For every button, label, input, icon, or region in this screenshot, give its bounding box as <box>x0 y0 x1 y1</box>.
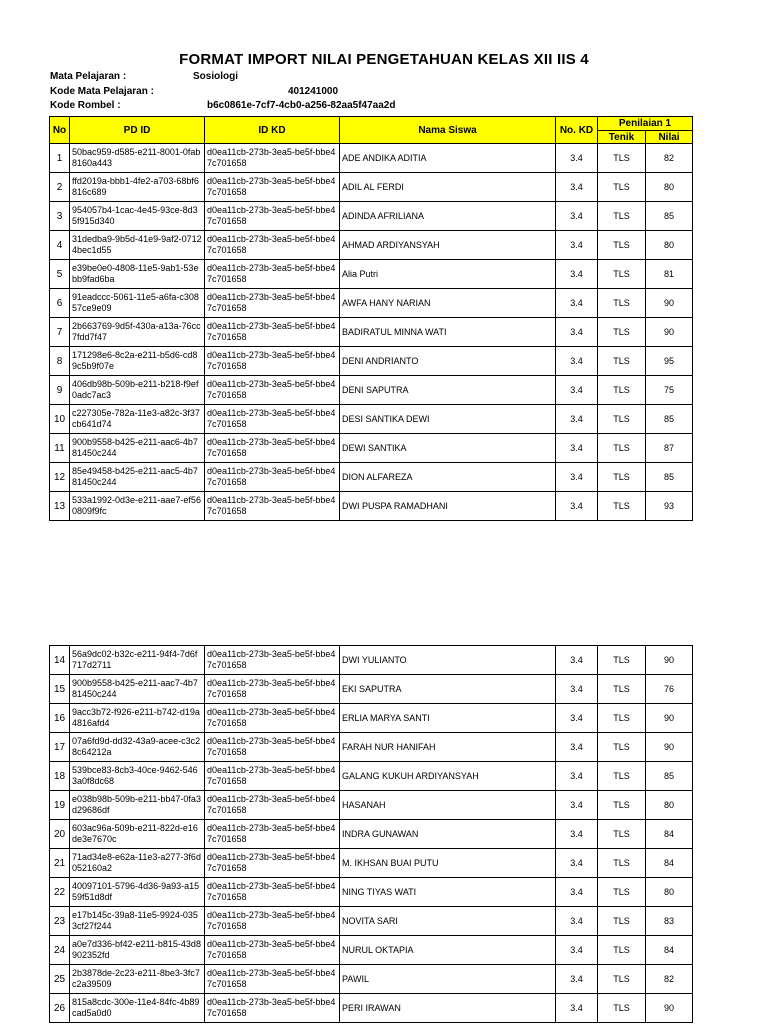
table-row <box>50 434 693 463</box>
document-title: FORMAT IMPORT NILAI PENGETAHUAN KELAS XII IIS 4 <box>179 51 589 68</box>
table-row <box>50 936 693 965</box>
nilai-cell: 84 <box>646 820 693 849</box>
nama-siswa-cell: PAWIL <box>340 965 556 994</box>
no-kd-cell: 3.4 <box>556 849 598 878</box>
pd-id-cell: a0e7d336-bf42-e211-b815-43d8902352fd <box>70 936 205 965</box>
id-kd-cell: d0ea11cb-273b-3ea5-be5f-bbe47c701658 <box>205 492 340 521</box>
id-kd-cell: d0ea11cb-273b-3ea5-be5f-bbe47c701658 <box>205 463 340 492</box>
nama-siswa-cell: PERI IRAWAN <box>340 994 556 1023</box>
teknik-cell: TLS <box>598 260 646 289</box>
nama-siswa-cell: ERLIA MARYA SANTI <box>340 704 556 733</box>
nilai-cell: 90 <box>646 994 693 1023</box>
nilai-cell: 76 <box>646 675 693 704</box>
nama-siswa-cell: ADE ANDIKA ADITIA <box>340 144 556 173</box>
kode-rombel-value: b6c0861e-7cf7-4cb0-a256-82aa5f47aa2d <box>207 100 396 111</box>
nama-siswa-cell: DWI YULIANTO <box>340 646 556 675</box>
nama-siswa-cell: AHMAD ARDIYANSYAH <box>340 231 556 260</box>
nilai-cell: 87 <box>646 434 693 463</box>
nilai-cell: 90 <box>646 646 693 675</box>
nilai-cell: 82 <box>646 144 693 173</box>
table-row <box>50 733 693 762</box>
id-kd-cell: d0ea11cb-273b-3ea5-be5f-bbe47c701658 <box>205 675 340 704</box>
row-number: 5 <box>50 260 70 289</box>
pd-id-cell: 91eadccc-5061-11e5-a6fa-c30857ce9e09 <box>70 289 205 318</box>
nilai-cell: 80 <box>646 791 693 820</box>
nama-siswa-cell: DENI ANDRIANTO <box>340 347 556 376</box>
row-number: 21 <box>50 849 70 878</box>
teknik-cell: TLS <box>598 463 646 492</box>
nama-siswa-cell: DION ALFAREZA <box>340 463 556 492</box>
nilai-cell: 75 <box>646 376 693 405</box>
teknik-cell: TLS <box>598 820 646 849</box>
pd-id-cell: 71ad34e8-e62a-11e3-a277-3f6d052160a2 <box>70 849 205 878</box>
pd-id-cell: 85e49458-b425-e211-aac5-4b781450c244 <box>70 463 205 492</box>
table-row <box>50 405 693 434</box>
no-kd-cell: 3.4 <box>556 347 598 376</box>
table-row <box>50 376 693 405</box>
nilai-cell: 80 <box>646 231 693 260</box>
nama-siswa-cell: INDRA GUNAWAN <box>340 820 556 849</box>
row-number: 18 <box>50 762 70 791</box>
pd-id-cell: e39be0e0-4808-11e5-9ab1-53ebb9fad6ba <box>70 260 205 289</box>
id-kd-cell: d0ea11cb-273b-3ea5-be5f-bbe47c701658 <box>205 936 340 965</box>
kode-mapel-label: Kode Mata Pelajaran : <box>50 86 154 97</box>
nama-siswa-cell: M. IKHSAN BUAI PUTU <box>340 849 556 878</box>
nama-siswa-cell: NING TIYAS WATI <box>340 878 556 907</box>
id-kd-cell: d0ea11cb-273b-3ea5-be5f-bbe47c701658 <box>205 994 340 1023</box>
no-kd-cell: 3.4 <box>556 289 598 318</box>
nama-siswa-cell: NURUL OKTAPIA <box>340 936 556 965</box>
teknik-cell: TLS <box>598 994 646 1023</box>
table-row <box>50 704 693 733</box>
nama-siswa-cell: DESI SANTIKA DEWI <box>340 405 556 434</box>
no-kd-cell: 3.4 <box>556 791 598 820</box>
teknik-cell: TLS <box>598 849 646 878</box>
table-row <box>50 173 693 202</box>
no-kd-cell: 3.4 <box>556 173 598 202</box>
nilai-cell: 95 <box>646 347 693 376</box>
pd-id-cell: 31dedba9-9b5d-41e9-9af2-07124bec1d55 <box>70 231 205 260</box>
id-kd-cell: d0ea11cb-273b-3ea5-be5f-bbe47c701658 <box>205 965 340 994</box>
teknik-cell: TLS <box>598 173 646 202</box>
nilai-cell: 80 <box>646 173 693 202</box>
nilai-cell: 85 <box>646 202 693 231</box>
id-kd-cell: d0ea11cb-273b-3ea5-be5f-bbe47c701658 <box>205 144 340 173</box>
no-kd-cell: 3.4 <box>556 675 598 704</box>
pd-id-cell: e17b145c-39a8-11e5-9924-0353cf27f244 <box>70 907 205 936</box>
teknik-cell: TLS <box>598 405 646 434</box>
no-kd-cell: 3.4 <box>556 463 598 492</box>
teknik-cell: TLS <box>598 347 646 376</box>
nama-siswa-cell: ADINDA AFRILIANA <box>340 202 556 231</box>
row-number: 9 <box>50 376 70 405</box>
teknik-cell: TLS <box>598 144 646 173</box>
id-kd-cell: d0ea11cb-273b-3ea5-be5f-bbe47c701658 <box>205 878 340 907</box>
teknik-cell: TLS <box>598 492 646 521</box>
id-kd-cell: d0ea11cb-273b-3ea5-be5f-bbe47c701658 <box>205 202 340 231</box>
table-row <box>50 231 693 260</box>
header-teknik: Tenik <box>598 131 646 144</box>
teknik-cell: TLS <box>598 907 646 936</box>
row-number: 7 <box>50 318 70 347</box>
no-kd-cell: 3.4 <box>556 231 598 260</box>
nilai-cell: 80 <box>646 878 693 907</box>
teknik-cell: TLS <box>598 434 646 463</box>
no-kd-cell: 3.4 <box>556 318 598 347</box>
pd-id-cell: 954057b4-1cac-4e45-93ce-8d35f915d340 <box>70 202 205 231</box>
table-row <box>50 675 693 704</box>
teknik-cell: TLS <box>598 791 646 820</box>
id-kd-cell: d0ea11cb-273b-3ea5-be5f-bbe47c701658 <box>205 347 340 376</box>
nama-siswa-cell: BADIRATUL MINNA WATI <box>340 318 556 347</box>
table-row <box>50 289 693 318</box>
row-number: 1 <box>50 144 70 173</box>
row-number: 24 <box>50 936 70 965</box>
nilai-cell: 85 <box>646 463 693 492</box>
nilai-cell: 90 <box>646 704 693 733</box>
id-kd-cell: d0ea11cb-273b-3ea5-be5f-bbe47c701658 <box>205 260 340 289</box>
table-row <box>50 260 693 289</box>
teknik-cell: TLS <box>598 376 646 405</box>
header-penilaian: Penilaian 1 <box>598 117 693 131</box>
row-number: 14 <box>50 646 70 675</box>
nilai-cell: 82 <box>646 965 693 994</box>
row-number: 17 <box>50 733 70 762</box>
id-kd-cell: d0ea11cb-273b-3ea5-be5f-bbe47c701658 <box>205 791 340 820</box>
table-row <box>50 878 693 907</box>
table-row <box>50 492 693 521</box>
id-kd-cell: d0ea11cb-273b-3ea5-be5f-bbe47c701658 <box>205 646 340 675</box>
teknik-cell: TLS <box>598 704 646 733</box>
id-kd-cell: d0ea11cb-273b-3ea5-be5f-bbe47c701658 <box>205 376 340 405</box>
row-number: 22 <box>50 878 70 907</box>
pd-id-cell: 2b663769-9d5f-430a-a13a-76cc7fdd7f47 <box>70 318 205 347</box>
row-number: 15 <box>50 675 70 704</box>
pd-id-cell: 406db98b-509b-e211-b218-f9ef0adc7ac3 <box>70 376 205 405</box>
no-kd-cell: 3.4 <box>556 907 598 936</box>
table-row <box>50 318 693 347</box>
nilai-cell: 85 <box>646 762 693 791</box>
pd-id-cell: 07a6fd9d-dd32-43a9-acee-c3c28c64212a <box>70 733 205 762</box>
table-row <box>50 463 693 492</box>
nilai-cell: 83 <box>646 907 693 936</box>
pd-id-cell: 533a1992-0d3e-e211-aae7-ef560809f9fc <box>70 492 205 521</box>
no-kd-cell: 3.4 <box>556 762 598 791</box>
nilai-cell: 90 <box>646 318 693 347</box>
header-id-kd: ID KD <box>205 117 340 144</box>
id-kd-cell: d0ea11cb-273b-3ea5-be5f-bbe47c701658 <box>205 733 340 762</box>
teknik-cell: TLS <box>598 675 646 704</box>
row-number: 10 <box>50 405 70 434</box>
nama-siswa-cell: AWFA HANY NARIAN <box>340 289 556 318</box>
nama-siswa-cell: Alia Putri <box>340 260 556 289</box>
no-kd-cell: 3.4 <box>556 405 598 434</box>
nilai-cell: 81 <box>646 260 693 289</box>
mapel-value: Sosiologi <box>193 71 238 82</box>
table-body-page-1 <box>50 144 693 521</box>
table-row <box>50 907 693 936</box>
nama-siswa-cell: GALANG KUKUH ARDIYANSYAH <box>340 762 556 791</box>
no-kd-cell: 3.4 <box>556 994 598 1023</box>
id-kd-cell: d0ea11cb-273b-3ea5-be5f-bbe47c701658 <box>205 318 340 347</box>
row-number: 26 <box>50 994 70 1023</box>
header-nilai: Nilai <box>646 131 693 144</box>
teknik-cell: TLS <box>598 762 646 791</box>
row-number: 2 <box>50 173 70 202</box>
no-kd-cell: 3.4 <box>556 704 598 733</box>
table-body-page-2 <box>50 646 693 1023</box>
row-number: 20 <box>50 820 70 849</box>
teknik-cell: TLS <box>598 646 646 675</box>
table-row <box>50 994 693 1023</box>
nilai-cell: 84 <box>646 849 693 878</box>
no-kd-cell: 3.4 <box>556 646 598 675</box>
teknik-cell: TLS <box>598 289 646 318</box>
nama-siswa-cell: HASANAH <box>340 791 556 820</box>
no-kd-cell: 3.4 <box>556 202 598 231</box>
pd-id-cell: 900b9558-b425-e211-aac6-4b781450c244 <box>70 434 205 463</box>
pd-id-cell: 539bce83-8cb3-40ce-9462-5463a0f8dc68 <box>70 762 205 791</box>
teknik-cell: TLS <box>598 318 646 347</box>
nilai-table-page-2 <box>49 645 693 1023</box>
pd-id-cell: 9acc3b72-f926-e211-b742-d19a4816afd4 <box>70 704 205 733</box>
table-row <box>50 347 693 376</box>
row-number: 23 <box>50 907 70 936</box>
id-kd-cell: d0ea11cb-273b-3ea5-be5f-bbe47c701658 <box>205 762 340 791</box>
no-kd-cell: 3.4 <box>556 733 598 762</box>
nama-siswa-cell: DWI PUSPA RAMADHANI <box>340 492 556 521</box>
table-row <box>50 849 693 878</box>
no-kd-cell: 3.4 <box>556 820 598 849</box>
nama-siswa-cell: DENI SAPUTRA <box>340 376 556 405</box>
nilai-cell: 90 <box>646 289 693 318</box>
nama-siswa-cell: NOVITA SARI <box>340 907 556 936</box>
id-kd-cell: d0ea11cb-273b-3ea5-be5f-bbe47c701658 <box>205 231 340 260</box>
pd-id-cell: 900b9558-b425-e211-aac7-4b781450c244 <box>70 675 205 704</box>
pd-id-cell: ffd2019a-bbb1-4fe2-a703-68bf6816c689 <box>70 173 205 202</box>
row-number: 4 <box>50 231 70 260</box>
row-number: 13 <box>50 492 70 521</box>
row-number: 16 <box>50 704 70 733</box>
teknik-cell: TLS <box>598 965 646 994</box>
row-number: 12 <box>50 463 70 492</box>
table-row <box>50 144 693 173</box>
table-row <box>50 762 693 791</box>
header-no: No <box>50 117 70 144</box>
mapel-label: Mata Pelajaran : <box>50 71 127 82</box>
pd-id-cell: 171298e6-8c2a-e211-b5d6-cd89c5b9f07e <box>70 347 205 376</box>
pd-id-cell: 50bac959-d585-e211-8001-0fab8160a443 <box>70 144 205 173</box>
pd-id-cell: e038b98b-509b-e211-bb47-0fa3d29686df <box>70 791 205 820</box>
pd-id-cell: 603ac96a-509b-e211-822d-e16de3e7670c <box>70 820 205 849</box>
kode-mapel-value: 401241000 <box>288 86 339 97</box>
id-kd-cell: d0ea11cb-273b-3ea5-be5f-bbe47c701658 <box>205 405 340 434</box>
nama-siswa-cell: ADIL AL FERDI <box>340 173 556 202</box>
nama-siswa-cell: EKI SAPUTRA <box>340 675 556 704</box>
row-number: 25 <box>50 965 70 994</box>
nilai-cell: 90 <box>646 733 693 762</box>
pd-id-cell: 40097101-5796-4d36-9a93-a1559f51d8df <box>70 878 205 907</box>
table-row <box>50 820 693 849</box>
nama-siswa-cell: DEWI SANTIKA <box>340 434 556 463</box>
row-number: 3 <box>50 202 70 231</box>
kode-rombel-label: Kode Rombel : <box>50 100 121 111</box>
pd-id-cell: 2b3878de-2c23-e211-8be3-3fc7c2a39509 <box>70 965 205 994</box>
pd-id-cell: 815a8cdc-300e-11e4-84fc-4b89cad5a0d0 <box>70 994 205 1023</box>
row-number: 8 <box>50 347 70 376</box>
table-row <box>50 646 693 675</box>
row-number: 19 <box>50 791 70 820</box>
nilai-cell: 93 <box>646 492 693 521</box>
teknik-cell: TLS <box>598 202 646 231</box>
teknik-cell: TLS <box>598 231 646 260</box>
no-kd-cell: 3.4 <box>556 434 598 463</box>
id-kd-cell: d0ea11cb-273b-3ea5-be5f-bbe47c701658 <box>205 907 340 936</box>
teknik-cell: TLS <box>598 878 646 907</box>
id-kd-cell: d0ea11cb-273b-3ea5-be5f-bbe47c701658 <box>205 173 340 202</box>
nilai-cell: 85 <box>646 405 693 434</box>
no-kd-cell: 3.4 <box>556 144 598 173</box>
teknik-cell: TLS <box>598 936 646 965</box>
pd-id-cell: 56a9dc02-b32c-e211-94f4-7d6f717d2711 <box>70 646 205 675</box>
teknik-cell: TLS <box>598 733 646 762</box>
no-kd-cell: 3.4 <box>556 878 598 907</box>
id-kd-cell: d0ea11cb-273b-3ea5-be5f-bbe47c701658 <box>205 289 340 318</box>
no-kd-cell: 3.4 <box>556 260 598 289</box>
no-kd-cell: 3.4 <box>556 492 598 521</box>
header-pd-id: PD ID <box>70 117 205 144</box>
header-no-kd: No. KD <box>556 117 598 144</box>
table-row <box>50 202 693 231</box>
nama-siswa-cell: FARAH NUR HANIFAH <box>340 733 556 762</box>
no-kd-cell: 3.4 <box>556 936 598 965</box>
pd-id-cell: c227305e-782a-11e3-a82c-3f37cb641d74 <box>70 405 205 434</box>
nilai-cell: 84 <box>646 936 693 965</box>
header-nama-siswa: Nama Siswa <box>340 117 556 144</box>
nilai-table-page-1 <box>49 116 693 521</box>
id-kd-cell: d0ea11cb-273b-3ea5-be5f-bbe47c701658 <box>205 849 340 878</box>
id-kd-cell: d0ea11cb-273b-3ea5-be5f-bbe47c701658 <box>205 434 340 463</box>
row-number: 6 <box>50 289 70 318</box>
no-kd-cell: 3.4 <box>556 376 598 405</box>
table-row <box>50 791 693 820</box>
no-kd-cell: 3.4 <box>556 965 598 994</box>
id-kd-cell: d0ea11cb-273b-3ea5-be5f-bbe47c701658 <box>205 820 340 849</box>
id-kd-cell: d0ea11cb-273b-3ea5-be5f-bbe47c701658 <box>205 704 340 733</box>
row-number: 11 <box>50 434 70 463</box>
table-row <box>50 965 693 994</box>
